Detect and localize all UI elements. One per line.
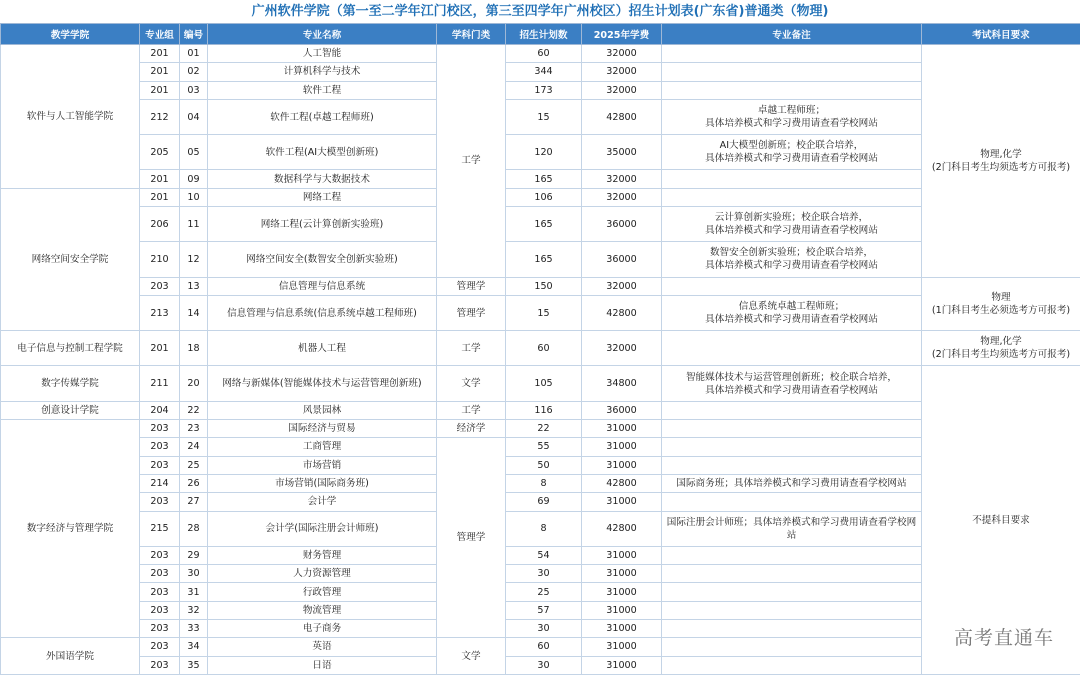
plan-count-cell: 173 bbox=[506, 81, 582, 99]
subject-requirement-cell: 物理 (1门科目考生必须选考方可报考) bbox=[922, 277, 1080, 331]
tuition-cell: 35000 bbox=[582, 135, 662, 170]
code-cell: 23 bbox=[180, 420, 208, 438]
plan-count-cell: 54 bbox=[506, 546, 582, 564]
group-cell: 203 bbox=[140, 420, 180, 438]
code-cell: 28 bbox=[180, 511, 208, 546]
tuition-cell: 32000 bbox=[582, 170, 662, 188]
major-cell: 市场营销(国际商务班) bbox=[208, 474, 437, 492]
code-cell: 34 bbox=[180, 638, 208, 656]
table-row bbox=[1, 638, 1080, 656]
table-row bbox=[1, 170, 1080, 188]
discipline-cell: 文学 bbox=[437, 638, 506, 675]
note-cell: 国际注册会计师班；具体培养模式和学习费用请查看学校网 站 bbox=[662, 511, 922, 546]
tuition-cell: 31000 bbox=[582, 583, 662, 601]
code-cell: 22 bbox=[180, 401, 208, 419]
tuition-cell: 32000 bbox=[582, 63, 662, 81]
plan-count-cell: 30 bbox=[506, 565, 582, 583]
major-cell: 网络工程(云计算创新实验班) bbox=[208, 207, 437, 242]
subject-requirement-cell: 物理,化学 (2门科目考生均须选考方可报考) bbox=[922, 331, 1080, 366]
code-cell: 04 bbox=[180, 99, 208, 134]
tuition-cell: 32000 bbox=[582, 81, 662, 99]
code-cell: 03 bbox=[180, 81, 208, 99]
table-row bbox=[1, 401, 1080, 419]
group-cell: 212 bbox=[140, 99, 180, 134]
code-cell: 02 bbox=[180, 63, 208, 81]
table-row bbox=[1, 188, 1080, 206]
group-cell: 203 bbox=[140, 277, 180, 295]
note-cell bbox=[662, 656, 922, 674]
major-cell: 软件工程 bbox=[208, 81, 437, 99]
tuition-cell: 31000 bbox=[582, 565, 662, 583]
code-cell: 35 bbox=[180, 656, 208, 674]
code-cell: 27 bbox=[180, 493, 208, 511]
tuition-cell: 31000 bbox=[582, 620, 662, 638]
group-cell: 203 bbox=[140, 583, 180, 601]
column-header: 教学学院 bbox=[1, 24, 140, 45]
table-row bbox=[1, 135, 1080, 170]
table-row bbox=[1, 99, 1080, 134]
table-row bbox=[1, 456, 1080, 474]
table-row bbox=[1, 511, 1080, 546]
note-cell bbox=[662, 63, 922, 81]
group-cell: 211 bbox=[140, 366, 180, 401]
discipline-cell: 管理学 bbox=[437, 438, 506, 638]
note-cell: 数智安全创新实验班；校企联合培养， 具体培养模式和学习费用请查看学校网站 bbox=[662, 242, 922, 277]
major-cell: 软件工程(AI大模型创新班) bbox=[208, 135, 437, 170]
note-cell bbox=[662, 583, 922, 601]
major-cell: 网络工程 bbox=[208, 188, 437, 206]
plan-count-cell: 165 bbox=[506, 242, 582, 277]
group-cell: 203 bbox=[140, 638, 180, 656]
group-cell: 201 bbox=[140, 45, 180, 63]
tuition-cell: 42800 bbox=[582, 511, 662, 546]
table-row bbox=[1, 81, 1080, 99]
major-cell: 工商管理 bbox=[208, 438, 437, 456]
major-cell: 软件工程(卓越工程师班) bbox=[208, 99, 437, 134]
plan-count-cell: 150 bbox=[506, 277, 582, 295]
code-cell: 05 bbox=[180, 135, 208, 170]
note-cell bbox=[662, 638, 922, 656]
group-cell: 205 bbox=[140, 135, 180, 170]
major-cell: 财务管理 bbox=[208, 546, 437, 564]
group-cell: 203 bbox=[140, 456, 180, 474]
plan-count-cell: 106 bbox=[506, 188, 582, 206]
discipline-cell: 工学 bbox=[437, 401, 506, 419]
discipline-cell: 工学 bbox=[437, 331, 506, 366]
tuition-cell: 31000 bbox=[582, 656, 662, 674]
discipline-cell: 文学 bbox=[437, 366, 506, 401]
college-cell: 电子信息与控制工程学院 bbox=[1, 331, 140, 366]
code-cell: 10 bbox=[180, 188, 208, 206]
plan-count-cell: 50 bbox=[506, 456, 582, 474]
group-cell: 201 bbox=[140, 331, 180, 366]
table-row bbox=[1, 565, 1080, 583]
code-cell: 18 bbox=[180, 331, 208, 366]
major-cell: 英语 bbox=[208, 638, 437, 656]
discipline-cell: 经济学 bbox=[437, 420, 506, 438]
column-header: 学科门类 bbox=[437, 24, 506, 45]
group-cell: 213 bbox=[140, 295, 180, 330]
tuition-cell: 36000 bbox=[582, 401, 662, 419]
subject-requirement-cell: 不提科目要求 bbox=[922, 366, 1080, 675]
note-cell bbox=[662, 438, 922, 456]
subject-requirement-cell: 物理,化学 (2门科目考生均须选考方可报考) bbox=[922, 45, 1080, 278]
major-cell: 人力资源管理 bbox=[208, 565, 437, 583]
plan-count-cell: 105 bbox=[506, 366, 582, 401]
tuition-cell: 42800 bbox=[582, 295, 662, 330]
code-cell: 24 bbox=[180, 438, 208, 456]
plan-count-cell: 8 bbox=[506, 474, 582, 492]
tuition-cell: 31000 bbox=[582, 420, 662, 438]
plan-count-cell: 165 bbox=[506, 170, 582, 188]
discipline-cell: 管理学 bbox=[437, 277, 506, 295]
college-cell: 创意设计学院 bbox=[1, 401, 140, 419]
group-cell: 201 bbox=[140, 81, 180, 99]
table-row bbox=[1, 242, 1080, 277]
table-row bbox=[1, 331, 1080, 366]
page-title: 广州软件学院（第一至二学年江门校区，第三至四学年广州校区）招生计划表(广东省)普通类（物理) bbox=[251, 4, 829, 19]
plan-count-cell: 165 bbox=[506, 207, 582, 242]
plan-count-cell: 15 bbox=[506, 99, 582, 134]
major-cell: 行政管理 bbox=[208, 583, 437, 601]
tuition-cell: 31000 bbox=[582, 456, 662, 474]
group-cell: 204 bbox=[140, 401, 180, 419]
major-cell: 会计学 bbox=[208, 493, 437, 511]
college-cell: 外国语学院 bbox=[1, 638, 140, 675]
college-cell: 数字经济与管理学院 bbox=[1, 420, 140, 638]
code-cell: 14 bbox=[180, 295, 208, 330]
table-row bbox=[1, 656, 1080, 674]
note-cell bbox=[662, 420, 922, 438]
code-cell: 09 bbox=[180, 170, 208, 188]
plan-count-cell: 30 bbox=[506, 620, 582, 638]
table-row bbox=[1, 295, 1080, 330]
column-header: 2025年学费 bbox=[582, 24, 662, 45]
note-cell bbox=[662, 601, 922, 619]
plan-count-cell: 60 bbox=[506, 45, 582, 63]
plan-count-cell: 344 bbox=[506, 63, 582, 81]
college-cell: 软件与人工智能学院 bbox=[1, 45, 140, 189]
discipline-cell: 工学 bbox=[437, 45, 506, 278]
note-cell bbox=[662, 331, 922, 366]
table-row bbox=[1, 601, 1080, 619]
plan-count-cell: 116 bbox=[506, 401, 582, 419]
major-cell: 市场营销 bbox=[208, 456, 437, 474]
major-cell: 人工智能 bbox=[208, 45, 437, 63]
table-row bbox=[1, 546, 1080, 564]
group-cell: 201 bbox=[140, 170, 180, 188]
plan-count-cell: 60 bbox=[506, 331, 582, 366]
code-cell: 26 bbox=[180, 474, 208, 492]
table-row bbox=[1, 474, 1080, 492]
note-cell: 信息系统卓越工程师班； 具体培养模式和学习费用请查看学校网站 bbox=[662, 295, 922, 330]
group-cell: 206 bbox=[140, 207, 180, 242]
column-header: 专业备注 bbox=[662, 24, 922, 45]
tuition-cell: 31000 bbox=[582, 546, 662, 564]
tuition-cell: 31000 bbox=[582, 493, 662, 511]
tuition-cell: 36000 bbox=[582, 207, 662, 242]
group-cell: 203 bbox=[140, 601, 180, 619]
group-cell: 203 bbox=[140, 493, 180, 511]
code-cell: 01 bbox=[180, 45, 208, 63]
table-row bbox=[1, 63, 1080, 81]
note-cell bbox=[662, 81, 922, 99]
plan-count-cell: 55 bbox=[506, 438, 582, 456]
column-header: 专业名称 bbox=[208, 24, 437, 45]
major-cell: 信息管理与信息系统 bbox=[208, 277, 437, 295]
note-cell bbox=[662, 170, 922, 188]
note-cell: 智能媒体技术与运营管理创新班；校企联合培养， 具体培养模式和学习费用请查看学校网站 bbox=[662, 366, 922, 401]
group-cell: 201 bbox=[140, 188, 180, 206]
code-cell: 12 bbox=[180, 242, 208, 277]
plan-count-cell: 8 bbox=[506, 511, 582, 546]
note-cell bbox=[662, 546, 922, 564]
group-cell: 203 bbox=[140, 546, 180, 564]
table-row bbox=[1, 366, 1080, 401]
note-cell: AI大模型创新班；校企联合培养， 具体培养模式和学习费用请查看学校网站 bbox=[662, 135, 922, 170]
tuition-cell: 32000 bbox=[582, 45, 662, 63]
code-cell: 30 bbox=[180, 565, 208, 583]
table-row bbox=[1, 620, 1080, 638]
major-cell: 风景园林 bbox=[208, 401, 437, 419]
group-cell: 215 bbox=[140, 511, 180, 546]
note-cell bbox=[662, 456, 922, 474]
tuition-cell: 31000 bbox=[582, 601, 662, 619]
major-cell: 机器人工程 bbox=[208, 331, 437, 366]
watermark: 高考直通车 bbox=[953, 627, 1054, 649]
table-row bbox=[1, 583, 1080, 601]
plan-count-cell: 120 bbox=[506, 135, 582, 170]
note-cell bbox=[662, 401, 922, 419]
group-cell: 203 bbox=[140, 565, 180, 583]
plan-count-cell: 69 bbox=[506, 493, 582, 511]
tuition-cell: 32000 bbox=[582, 277, 662, 295]
table-row bbox=[1, 493, 1080, 511]
major-cell: 会计学(国际注册会计师班) bbox=[208, 511, 437, 546]
plan-count-cell: 60 bbox=[506, 638, 582, 656]
tuition-cell: 31000 bbox=[582, 438, 662, 456]
column-header: 编号 bbox=[180, 24, 208, 45]
table-row bbox=[1, 45, 1080, 63]
table-row bbox=[1, 207, 1080, 242]
group-cell: 203 bbox=[140, 438, 180, 456]
enrollment-plan-table bbox=[0, 23, 1080, 675]
note-cell: 国际商务班；具体培养模式和学习费用请查看学校网站 bbox=[662, 474, 922, 492]
discipline-cell: 管理学 bbox=[437, 295, 506, 330]
plan-count-cell: 25 bbox=[506, 583, 582, 601]
note-cell bbox=[662, 277, 922, 295]
plan-count-cell: 15 bbox=[506, 295, 582, 330]
code-cell: 20 bbox=[180, 366, 208, 401]
tuition-cell: 36000 bbox=[582, 242, 662, 277]
major-cell: 网络与新媒体(智能媒体技术与运营管理创新班) bbox=[208, 366, 437, 401]
major-cell: 计算机科学与技术 bbox=[208, 63, 437, 81]
column-header: 招生计划数 bbox=[506, 24, 582, 45]
note-cell: 卓越工程师班； 具体培养模式和学习费用请查看学校网站 bbox=[662, 99, 922, 134]
note-cell bbox=[662, 45, 922, 63]
major-cell: 国际经济与贸易 bbox=[208, 420, 437, 438]
major-cell: 电子商务 bbox=[208, 620, 437, 638]
column-header: 考试科目要求 bbox=[922, 24, 1080, 45]
tuition-cell: 31000 bbox=[582, 638, 662, 656]
group-cell: 203 bbox=[140, 620, 180, 638]
major-cell: 日语 bbox=[208, 656, 437, 674]
group-cell: 210 bbox=[140, 242, 180, 277]
major-cell: 信息管理与信息系统(信息系统卓越工程师班) bbox=[208, 295, 437, 330]
code-cell: 33 bbox=[180, 620, 208, 638]
code-cell: 25 bbox=[180, 456, 208, 474]
major-cell: 网络空间安全(数智安全创新实验班) bbox=[208, 242, 437, 277]
college-cell: 数字传媒学院 bbox=[1, 366, 140, 401]
code-cell: 31 bbox=[180, 583, 208, 601]
table-row bbox=[1, 277, 1080, 295]
code-cell: 29 bbox=[180, 546, 208, 564]
note-cell bbox=[662, 620, 922, 638]
tuition-cell: 42800 bbox=[582, 474, 662, 492]
note-cell: 云计算创新实验班；校企联合培养， 具体培养模式和学习费用请查看学校网站 bbox=[662, 207, 922, 242]
tuition-cell: 32000 bbox=[582, 188, 662, 206]
plan-count-cell: 57 bbox=[506, 601, 582, 619]
note-cell bbox=[662, 565, 922, 583]
table-row bbox=[1, 420, 1080, 438]
note-cell bbox=[662, 188, 922, 206]
plan-count-cell: 22 bbox=[506, 420, 582, 438]
group-cell: 214 bbox=[140, 474, 180, 492]
code-cell: 32 bbox=[180, 601, 208, 619]
major-cell: 物流管理 bbox=[208, 601, 437, 619]
college-cell: 网络空间安全学院 bbox=[1, 188, 140, 330]
group-cell: 203 bbox=[140, 656, 180, 674]
note-cell bbox=[662, 493, 922, 511]
plan-count-cell: 30 bbox=[506, 656, 582, 674]
column-header: 专业组 bbox=[140, 24, 180, 45]
group-cell: 201 bbox=[140, 63, 180, 81]
code-cell: 13 bbox=[180, 277, 208, 295]
code-cell: 11 bbox=[180, 207, 208, 242]
table-row bbox=[1, 438, 1080, 456]
tuition-cell: 42800 bbox=[582, 99, 662, 134]
tuition-cell: 32000 bbox=[582, 331, 662, 366]
table-header-row bbox=[1, 24, 1080, 45]
tuition-cell: 34800 bbox=[582, 366, 662, 401]
major-cell: 数据科学与大数据技术 bbox=[208, 170, 437, 188]
